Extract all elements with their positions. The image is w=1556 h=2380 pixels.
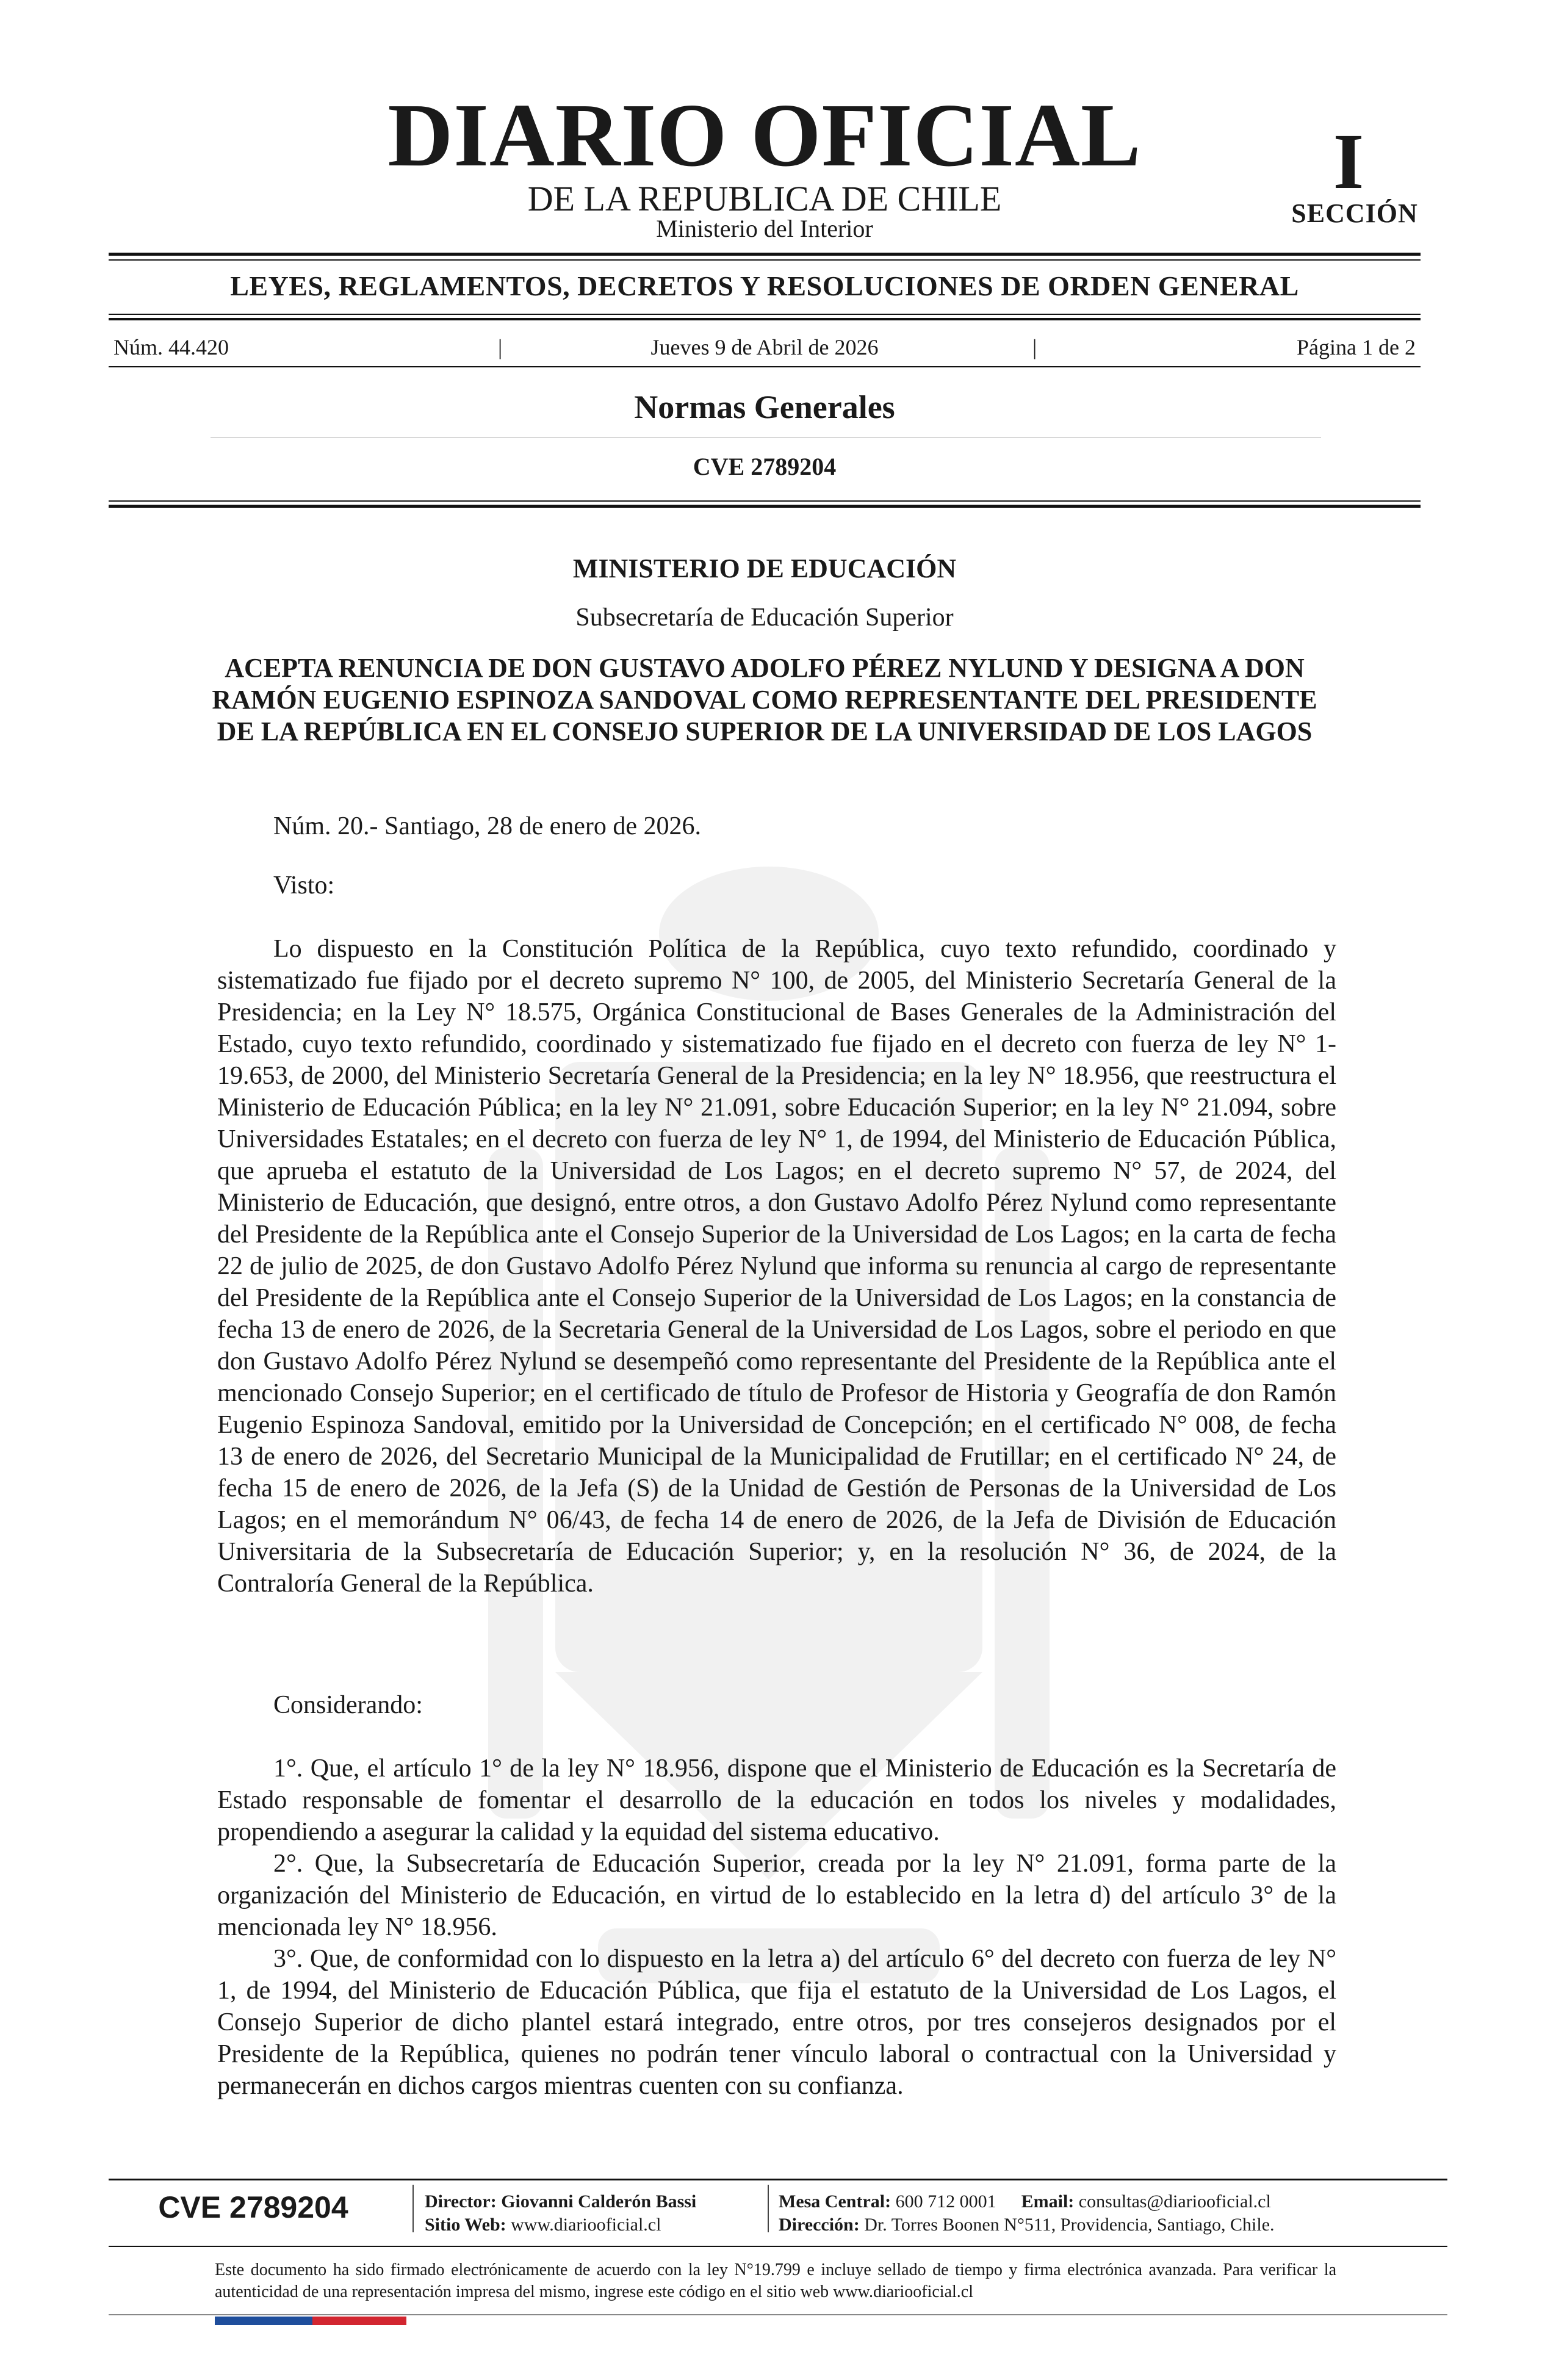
document-ministry: MINISTERIO DE EDUCACIÓN [572, 554, 957, 583]
band-rule-thin [109, 314, 1421, 315]
flag-stripe-red [312, 2317, 406, 2325]
header-rule-top-thick [109, 253, 1421, 256]
document-subsecretariat: Subsecretaría de Educación Superior [575, 604, 954, 632]
document-title: ACEPTA RENUNCIA DE DON GUSTAVO ADOLFO PÉREZ NYLUND Y DESIGNA A DON RAMÓN EUGENIO ESPINOZA SANDOVAL COMO REPRESENTANTE DEL PRESIDENTE DE LA REPÚBLICA EN EL CONSEJO SUPERIOR DE LA UNIVERSIDAD DE LOS LAGOS [212, 653, 1317, 746]
considerando-item-2: 2°. Que, la Subsecretaría de Educación Superior, creada por la ley N° 21.091, forma parte de la organización del Ministerio de Educación, en virtud de lo establecido en la letra d) del artículo 3° de la mencionada ley N° 18.956. [217, 1850, 1336, 1941]
considerando-heading: Considerando: [273, 1691, 423, 1719]
footer-address [779, 2213, 1275, 2237]
footer-director-name: Giovanni Calderón Bassi [501, 2191, 697, 2212]
visto-heading: Visto: [273, 871, 335, 900]
section-number: I [1333, 118, 1364, 206]
footer-divider-1 [412, 2185, 414, 2232]
considerando-item-3: 3°. Que, de conformidad con lo dispuesto en la letra a) del artículo 6° del decreto con fuerza de ley N° 1, de 1994, del Ministerio de Educación Pública, que fija el estatuto de la Universidad de Los Lagos, el Consejo Superior de dicho plantel estará integrado, entre otros, por tres consejeros designados por el Presidente de la República, quienes no podrán tener vínculo laboral o contractual con la Universidad y permanecerán en dichos cargos mientras cuenten con su confianza. [217, 1945, 1336, 2100]
footer-legal-note: Este documento ha sido firmado electrónicamente de acuerdo con la ley N°19.799 e incluye sellado de tiempo y firma electrónica avanzada. Para verificar la autenticidad de una representación impresa del mismo, ingrese este código en el sitio web www.diariooficial.cl [215, 2260, 1336, 2301]
issue-row [113, 334, 1416, 361]
band-rule-thick [109, 318, 1421, 320]
decree-line: Núm. 20.- Santiago, 28 de enero de 2026. [273, 812, 702, 840]
footer-rule-top [109, 2179, 1447, 2180]
cve-rule-thick [109, 505, 1421, 508]
cve-rule-thin [109, 500, 1421, 502]
issue-separator-right: | [1032, 335, 1037, 359]
footer-divider-2 [768, 2185, 769, 2232]
issue-rule [109, 366, 1421, 367]
footer-mesa-value: 600 712 0001 [895, 2191, 996, 2212]
section-label: SECCIÓN [1291, 198, 1418, 228]
masthead-subtitle: DE LA REPUBLICA DE CHILE [527, 179, 1002, 218]
footer-mesa [779, 2190, 1271, 2213]
considerando-item-1: 1°. Que, el artículo 1° de la ley N° 18.956, dispone que el Ministerio de Educación es la Secretaría de Estado responsable de fomentar el desarrollo de la educación en todos los niveles y modalidades, propendiendo a asegurar la calidad y la equidad del sistema educativo. [217, 1754, 1336, 1846]
band-title: LEYES, REGLAMENTOS, DECRETOS Y RESOLUCIONES DE ORDEN GENERAL [230, 270, 1299, 301]
flag-stripe-blue [215, 2317, 312, 2325]
footer-site [425, 2213, 661, 2237]
footer-rule-bottom [109, 2246, 1447, 2247]
masthead-ministry: Ministerio del Interior [656, 215, 873, 242]
footer-director-label: Director: [425, 2191, 497, 2212]
cve-code: CVE 2789204 [693, 453, 837, 480]
footer-email-label: Email: [1021, 2191, 1075, 2212]
footer-address-value: Dr. Torres Boonen N°511, Providencia, Santiago, Chile. [864, 2215, 1275, 2235]
section-heading: Normas Generales [634, 389, 895, 425]
issue-number: Núm. 44.420 [113, 335, 229, 359]
footer-email-link[interactable]: consultas@diariooficial.cl [1078, 2191, 1271, 2212]
footer-site-label: Sitio Web: [425, 2215, 506, 2235]
issue-page: Página 1 de 2 [1297, 335, 1416, 359]
visto-paragraph: Lo dispuesto en la Constitución Política de la República, cuyo texto refundido, coordinado y sistematizado fue fijado por el decreto supremo N° 100, de 2005, del Ministerio Secretaría General de la Presidencia; en la Ley N° 18.575, Orgánica Constitucional de Bases Generales de la Administración del Estado, cuyo texto refundido, coordinado y sistematizado fue fijado en el decreto con fuerza de ley N° 1-19.653, de 2000, del Ministerio Secretaría General de la Presidencia; en la ley N° 18.956, que reestructura el Ministerio de Educación Pública; en la ley N° 21.091, sobre Educación Superior; en la ley N° 21.094, sobre Universidades Estatales; en el decreto con fuerza de ley N° 1, de 1994, del Ministerio de Educación Pública, que aprueba el estatuto de la Universidad de Los Lagos; en el decreto supremo N° 57, de 2024, del Ministerio de Educación, que designó, entre otros, a don Gustavo Adolfo Pérez Nylund como representante del Presidente de la República ante el Consejo Superior de la Universidad de Los Lagos; en la carta de fecha 22 de julio de 2025, de don Gustavo Adolfo Pérez Nylund que informa su renuncia al cargo de representante del Presidente de la República ante el Consejo Superior de la Universidad de Los Lagos; en la constancia de fecha 13 de enero de 2026, de la Secretaria General de la Universidad de Los Lagos, sobre el periodo en que don Gustavo Adolfo Pérez Nylund se desempeñó como representante del Presidente de la República ante el mencionado Consejo Superior; en el certificado de título de Profesor de Historia y Geografía de don Ramón Eugenio Espinoza Sandoval, emitido por la Universidad de Concepción; en el certificado N° 008, de fecha 13 de enero de 2026, del Secretario Municipal de la Municipalidad de Frutillar; en el certificado N° 24, de fecha 15 de enero de 2026, de la Jefa (S) de la Unidad de Gestión de Personas de la Universidad de Los Lagos; en el memorándum N° 06/43, de fecha 14 de enero de 2026, de la Jefa de División de Educación Universitaria de la Subsecretaría de Educación Superior; y, en la resolución N° 36, de 2024, de la Contraloría General de la República. [217, 935, 1336, 1598]
section-heading-rule [211, 437, 1321, 438]
header-rule-top-thin [109, 259, 1421, 261]
issue-date: Jueves 9 de Abril de 2026 [650, 335, 879, 359]
masthead-title: DIARIO OFICIAL [387, 85, 1142, 186]
footer-cve: CVE 2789204 [158, 2190, 348, 2224]
footer-director [425, 2190, 696, 2213]
footer-site-link[interactable]: www.diariooficial.cl [511, 2215, 661, 2235]
footer-mesa-label: Mesa Central: [779, 2191, 891, 2212]
footer-address-label: Dirección: [779, 2215, 860, 2235]
issue-separator-left: | [498, 335, 503, 359]
footer-rule-end [109, 2314, 1447, 2315]
